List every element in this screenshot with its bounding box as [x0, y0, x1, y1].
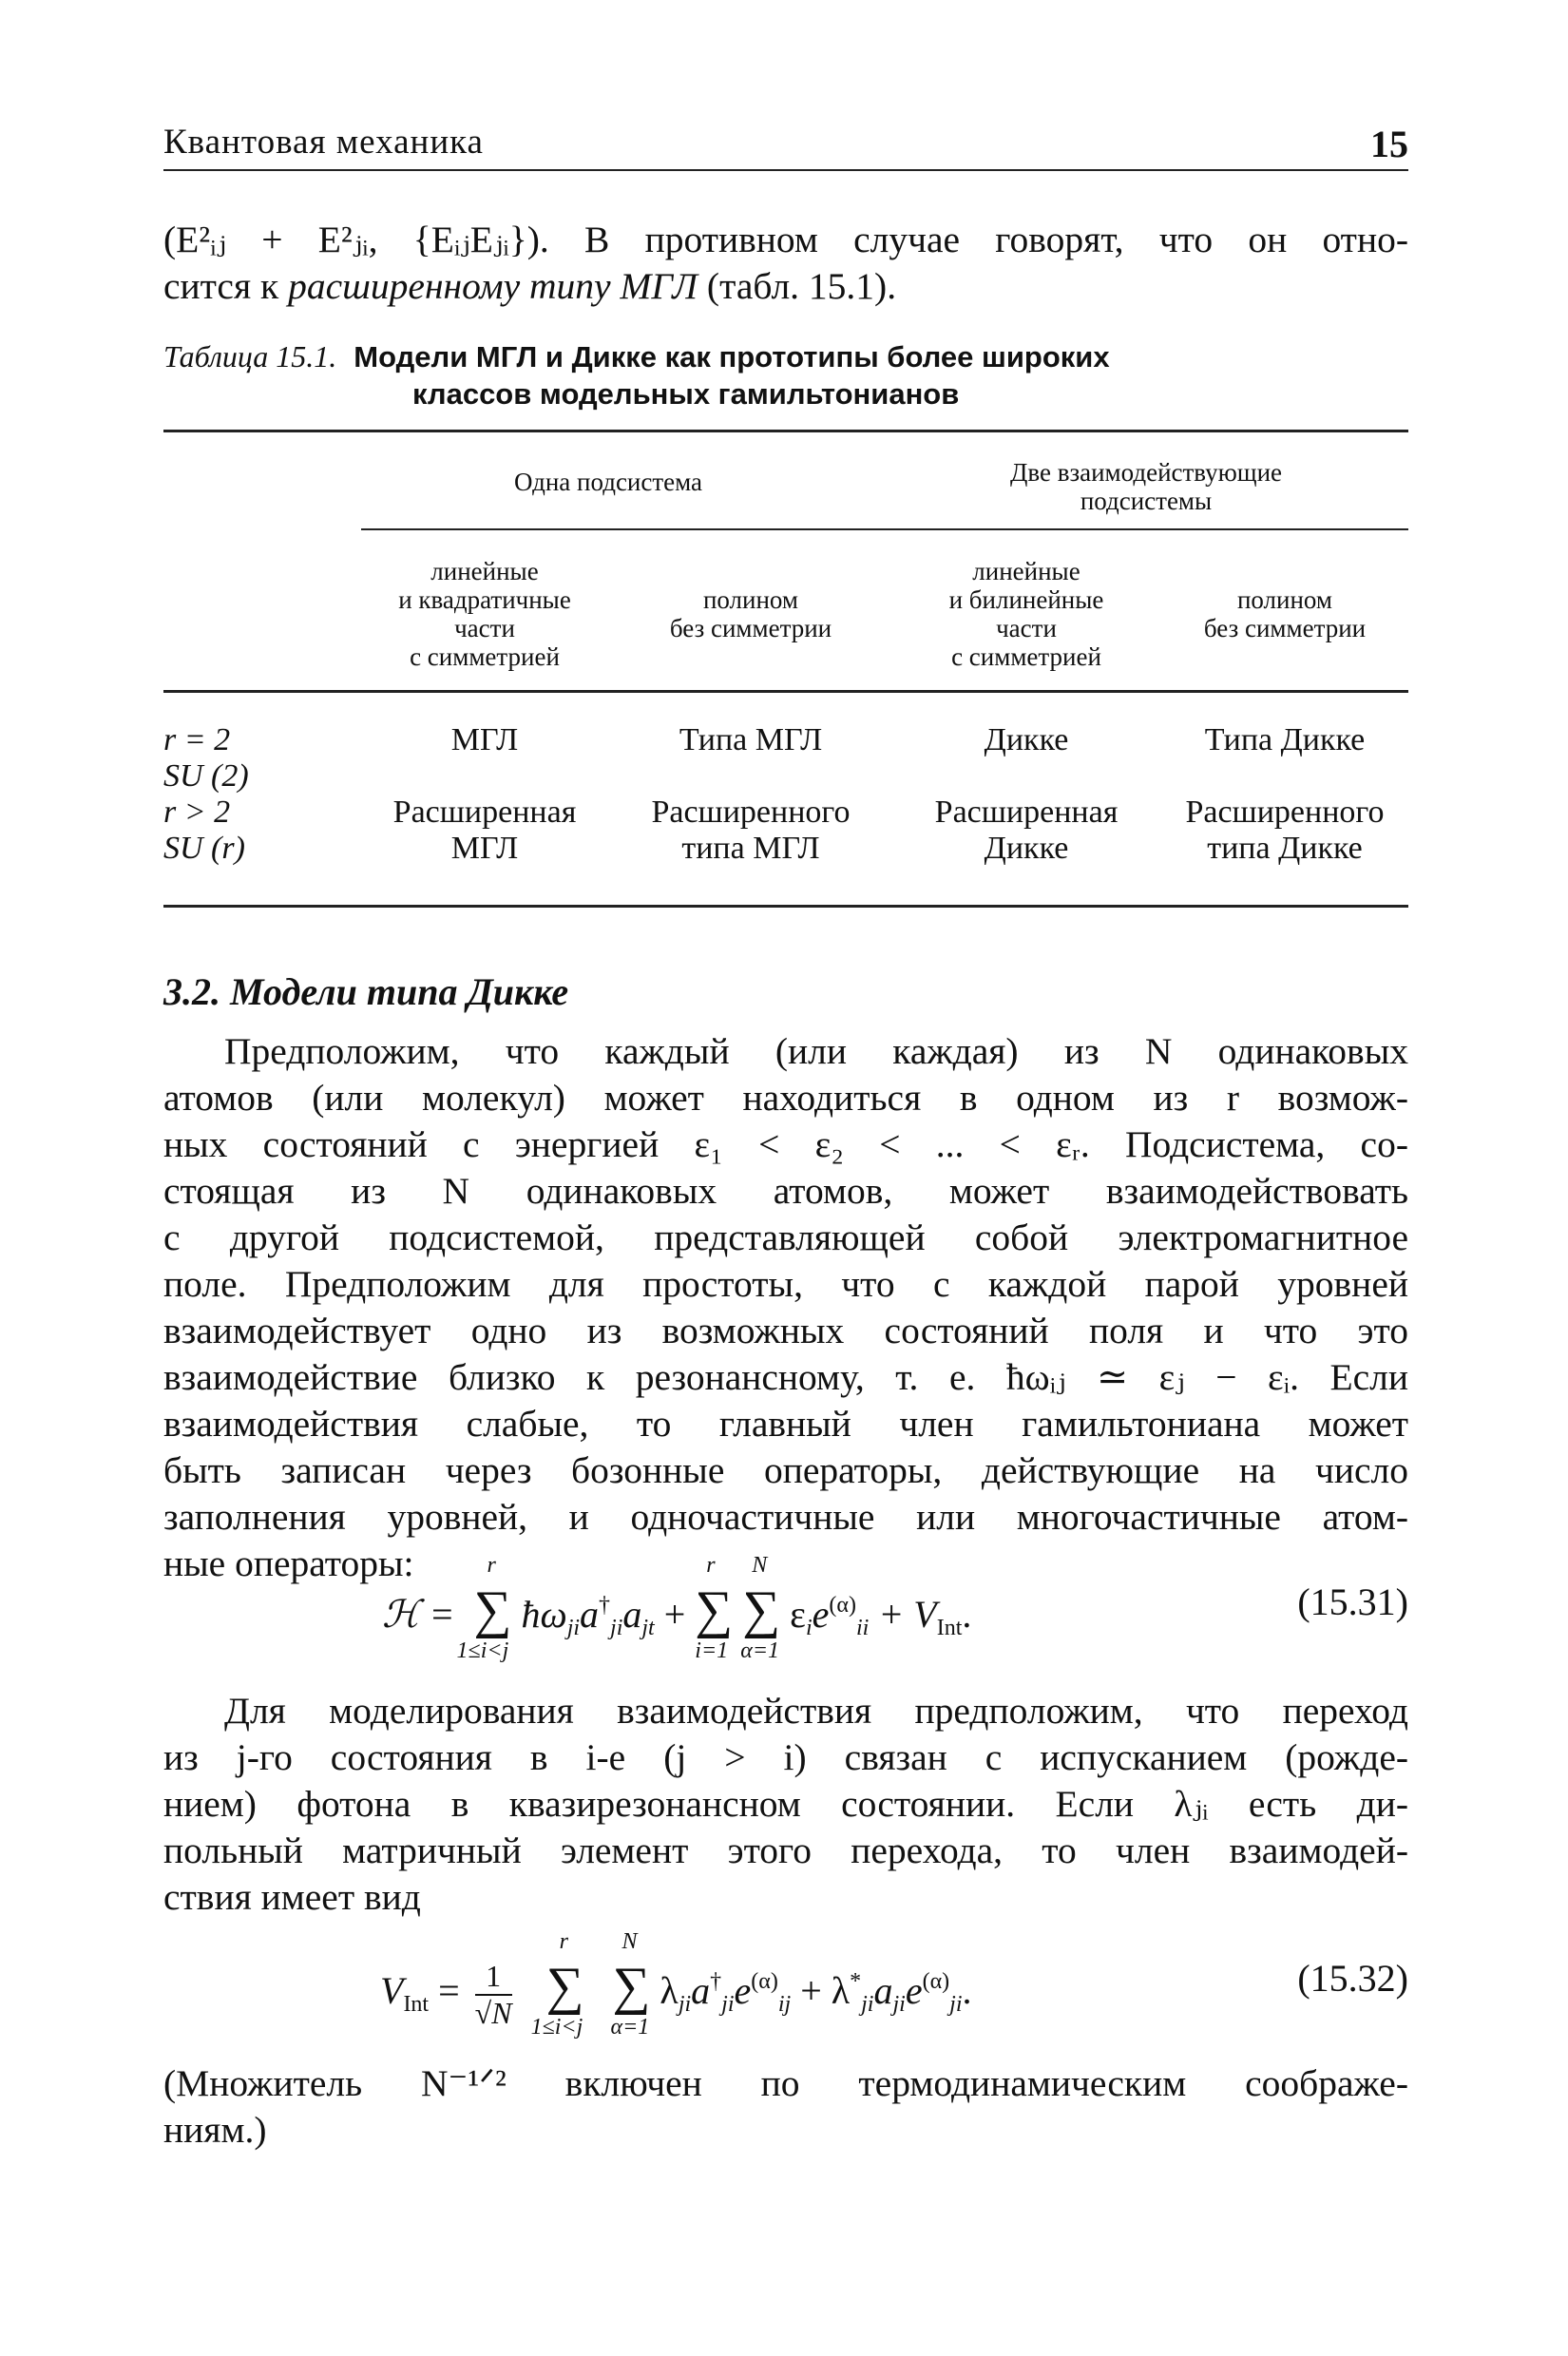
- eq2-a1: a: [691, 1969, 711, 2012]
- sum-symbol: ∑ r i=1: [695, 1553, 734, 1663]
- table-cell: Дикке: [984, 722, 1069, 757]
- row2-c3-l2: Дикке: [984, 831, 1069, 866]
- equation-number-15-32: (15.32): [1297, 1957, 1408, 2000]
- eq2-e1-sup: (α): [751, 1969, 778, 1994]
- subheader-linear-bilinear: [903, 557, 1150, 671]
- sub3-l2: и билинейные: [948, 585, 1104, 614]
- row2-label-1: r > 2: [163, 795, 231, 830]
- eq2-e2-sub: ji: [949, 1992, 963, 2017]
- para1-line: атомов (или молекул) может находиться в одном из r возмож-: [163, 1077, 1408, 1119]
- eq2-lambda: λ: [660, 1969, 679, 2012]
- table-title-line-1: Модели МГЛ и Дикке как прототипы более широких: [354, 340, 1110, 374]
- para2-line: Для моделирования взаимодействия предположим, что переход: [224, 1690, 1408, 1732]
- eq2-frac-num: 1: [475, 1959, 512, 1996]
- table-top-rule: [163, 430, 1408, 432]
- eq1-sum1-upper: r: [487, 1553, 496, 1578]
- page-number: 15: [1370, 123, 1408, 165]
- intro-line2-a: сится к: [163, 265, 289, 307]
- eq2-e2: e: [905, 1969, 923, 2012]
- table-header-rule: [163, 690, 1408, 693]
- eq2-lhs-sub: Int: [403, 1992, 430, 2017]
- eq1-sum1-lower: 1≤i<j: [456, 1638, 509, 1663]
- eq1-expression: [382, 1553, 972, 1663]
- equation-15-31: [163, 1553, 1408, 1663]
- para1-line: быть записан через бозонные операторы, действующие на число: [163, 1449, 1408, 1491]
- para2-line: польный матричный элемент этого перехода, то член взаимодей-: [163, 1829, 1408, 1871]
- sub3-l3: части: [996, 614, 1057, 642]
- para2-line: нием) фотона в квазирезонансном состоянии. Если λⱼᵢ есть ди-: [163, 1783, 1408, 1825]
- sum-symbol: ∑ r 1≤i<j: [456, 1553, 512, 1663]
- sub3-l1: линейные: [972, 557, 1080, 585]
- eq2-e1: e: [734, 1969, 752, 2012]
- eq2-a2-sub: ji: [892, 1992, 906, 2017]
- eq2-sum1-lower: 1≤i<j: [530, 2015, 583, 2040]
- eq1-e-sup: (α): [829, 1593, 856, 1618]
- eq1-epsilon: ε: [790, 1593, 806, 1636]
- row-label-r2: [163, 722, 249, 795]
- eq2-equals: =: [438, 1969, 460, 2012]
- paragraph-1: [163, 1028, 1408, 1587]
- table-cell: [1161, 795, 1408, 867]
- para1-line: с другой подсистемой, представляющей собой электромагнитное: [163, 1216, 1408, 1258]
- eq2-sum2-upper: N: [621, 1929, 638, 1954]
- eq1-term1: ħω: [521, 1593, 567, 1636]
- row1-label-2: SU (2): [163, 758, 249, 794]
- eq1-lhs: ℋ =: [382, 1593, 455, 1636]
- group2-line-2: подсистемы: [1080, 487, 1213, 515]
- row2-c1-l2: МГЛ: [450, 831, 519, 866]
- para2-line: ствия имеет вид: [163, 1876, 421, 1918]
- eq2-e1-sub: ij: [777, 1992, 792, 2017]
- para3-line-2: ниям.): [163, 2109, 267, 2151]
- eq1-e-sub: ii: [855, 1616, 870, 1640]
- para2-line: из j-го состояния в i-е (j > i) связан с испусканием (рожде-: [163, 1736, 1408, 1778]
- row2-c4-l2: типа Дикке: [1207, 831, 1363, 866]
- eq1-vint: + V: [878, 1593, 937, 1636]
- intro-line2-b: (табл. 15.1).: [698, 265, 897, 307]
- paragraph-2: [163, 1688, 1408, 1921]
- eq2-a1-sup: †: [710, 1969, 722, 1994]
- eq2-a1-sub: ji: [721, 1992, 735, 2017]
- eq2-frac-den: √N: [474, 1995, 512, 2030]
- sub1-l3: части: [454, 614, 515, 642]
- subheader-linear-quadratic: [361, 557, 608, 671]
- row-label-rgt2: [163, 795, 245, 867]
- eq1-sum3-lower: α=1: [740, 1638, 780, 1663]
- eq1-a2-sub: jt: [641, 1616, 655, 1640]
- row2-label-2: SU (r): [163, 831, 245, 866]
- table-title-line-2: классов модельных гамильтонианов: [412, 377, 960, 411]
- eq2-expression: [380, 1929, 972, 2040]
- eq1-end: .: [962, 1593, 972, 1636]
- row2-c4-l1: Расширенного: [1185, 795, 1385, 830]
- group2-line-1: Две взаимодействующие: [1009, 458, 1283, 487]
- row2-c1-l1: Расширенная: [392, 795, 577, 830]
- para1-line: заполнения уровней, и одночастичные или многочастичные атом-: [163, 1496, 1408, 1538]
- subheader-polynomial-1: [627, 585, 874, 642]
- eq1-term1-sub: ji: [566, 1616, 581, 1640]
- row2-c2-l2: типа МГЛ: [681, 831, 820, 866]
- eq1-plus: +: [663, 1593, 686, 1636]
- eq1-a1: a: [580, 1593, 600, 1636]
- eq2-e2-sup: (α): [922, 1969, 950, 1994]
- eq2-fraction: [475, 1959, 512, 2031]
- eq1-epsilon-sub: i: [805, 1616, 813, 1640]
- para1-line: поле. Предположим для простоты, что с каждой парой уровней: [163, 1263, 1408, 1305]
- table-cell: [627, 795, 874, 867]
- table-group-rule: [361, 528, 1408, 530]
- sub4-l2: без симметрии: [1203, 614, 1367, 642]
- eq1-sum2-lower: i=1: [695, 1638, 729, 1663]
- intro-emphasis: расширенному типу МГЛ: [288, 265, 698, 307]
- para1-line: взаимодействия слабые, то главный член гамильтониана может: [163, 1403, 1408, 1445]
- table-cell: [361, 795, 608, 867]
- paragraph-3: [163, 2060, 1408, 2154]
- eq2-sum2-lower: α=1: [610, 2015, 650, 2040]
- para1-line: ные операторы:: [163, 1542, 414, 1584]
- eq1-e: e: [812, 1593, 830, 1636]
- sub4-l1: полином: [1236, 585, 1333, 614]
- equation-number-15-31: (15.31): [1297, 1580, 1408, 1623]
- table-cell: МГЛ: [450, 722, 519, 757]
- row2-c3-l1: Расширенная: [934, 795, 1119, 830]
- para3-line-1: (Множитель N⁻¹ᐟ² включен по термодинамическим соображе-: [163, 2062, 1408, 2104]
- sub3-l4: с симметрией: [951, 642, 1101, 671]
- eq2-lambda-star: *: [850, 1969, 862, 1994]
- row1-label-1: r = 2: [163, 722, 231, 757]
- equation-15-32: [163, 1929, 1408, 2053]
- sub1-l4: с симметрией: [410, 642, 560, 671]
- running-header: [163, 116, 1408, 171]
- para1-line: стоящая из N одинаковых атомов, может взаимодействовать: [163, 1170, 1408, 1212]
- eq2-plus-lambda: + λ: [800, 1969, 851, 2012]
- intro-paragraph: [163, 217, 1408, 310]
- para1-line: взаимодействует одно из возможных состояний поля и что это: [163, 1310, 1408, 1351]
- para1-line: Предположим, что каждый (или каждая) из N одинаковых: [224, 1030, 1408, 1072]
- eq2-sum1-upper: r: [559, 1929, 568, 1954]
- header-title: Квантовая механика: [163, 123, 484, 162]
- sum-symbol: ∑ r 1≤i<j: [530, 1929, 584, 2040]
- group-header-two-subsystems: [884, 458, 1408, 515]
- eq1-vint-sub: Int: [936, 1616, 963, 1640]
- sum-symbol: ∑ N α=1: [740, 1553, 781, 1663]
- intro-line-1: [163, 217, 1408, 263]
- eq2-lambda-sub: ji: [678, 1992, 692, 2017]
- table-cell: Типа Дикке: [1204, 722, 1366, 757]
- table-number: Таблица 15.1.: [163, 339, 337, 374]
- eq2-lhs: V: [380, 1969, 404, 2012]
- table-cell: Типа МГЛ: [679, 722, 823, 757]
- para1-line: взаимодействие близко к резонансному, т. е. ħωᵢⱼ ≃ εⱼ − εᵢ. Если: [163, 1356, 1408, 1398]
- eq1-sum2-upper: r: [706, 1553, 716, 1578]
- sub2-l2: без симметрии: [669, 614, 832, 642]
- eq2-a2: a: [873, 1969, 893, 2012]
- subheader-polynomial-2: [1161, 585, 1408, 642]
- section-heading: 3.2. Модели типа Дикке: [163, 970, 569, 1013]
- para1-line: ных состояний с энергией ε₁ < ε₂ < ... < εᵣ. Подсистема, со-: [163, 1123, 1408, 1165]
- eq2-end: .: [962, 1969, 972, 2012]
- group-header-one-subsystem: Одна подсистема: [513, 468, 703, 496]
- table-cell: [903, 795, 1150, 867]
- eq2-lambda2-sub: ji: [861, 1992, 874, 2017]
- eq1-a2: a: [622, 1593, 642, 1636]
- row2-c2-l1: Расширенного: [651, 795, 851, 830]
- eq1-a1-sup: †: [599, 1593, 611, 1618]
- intro-line-2: [163, 263, 1408, 310]
- eq1-sum3-upper: N: [752, 1553, 768, 1578]
- intro-math: (E²ᵢⱼ + E²ⱼᵢ, {EᵢⱼEⱼᵢ}).: [163, 219, 549, 260]
- sub2-l1: полином: [702, 585, 799, 614]
- table-bottom-rule: [163, 905, 1408, 908]
- sub1-l1: линейные: [430, 557, 539, 585]
- sub1-l2: и квадратичные: [398, 585, 571, 614]
- sum-symbol: ∑ N α=1: [610, 1929, 651, 2040]
- eq1-a1-sub: ji: [610, 1616, 623, 1640]
- intro-text: В противном случае говорят, что он отно-: [548, 219, 1408, 260]
- table-caption: [163, 338, 1408, 412]
